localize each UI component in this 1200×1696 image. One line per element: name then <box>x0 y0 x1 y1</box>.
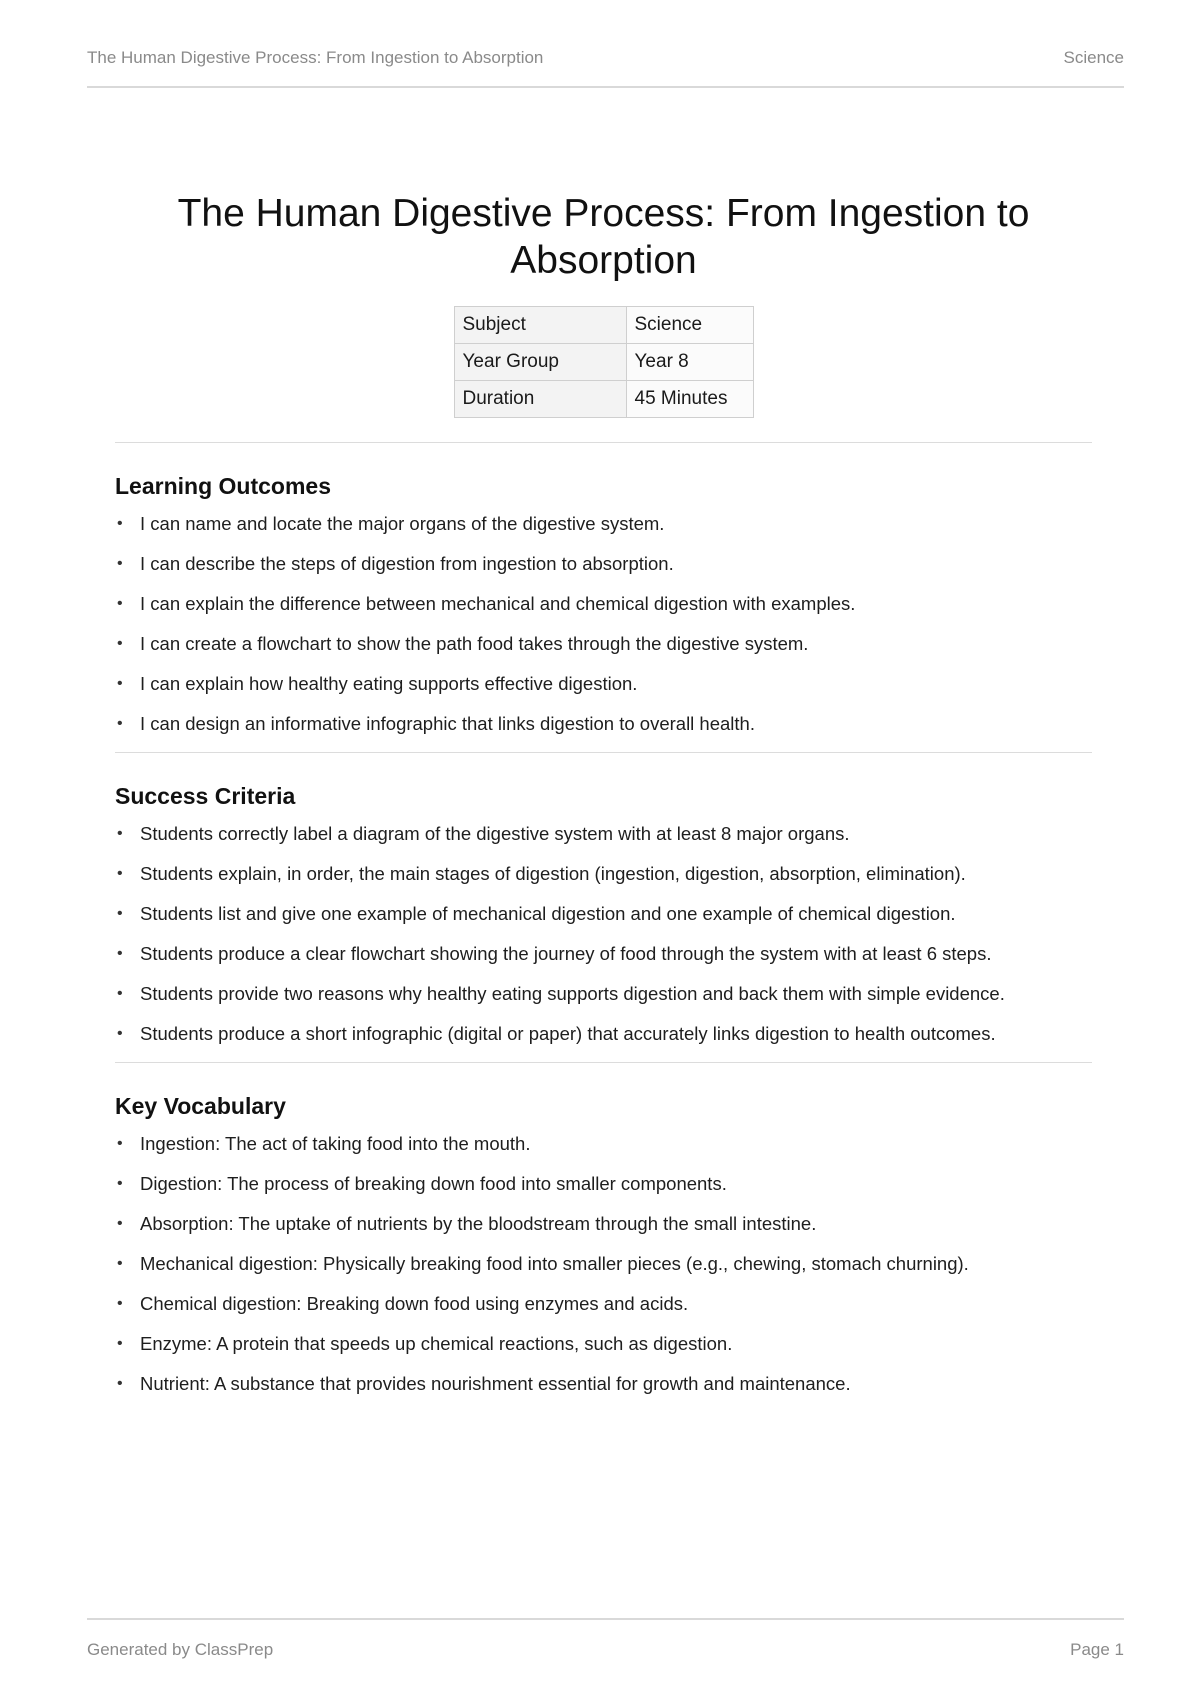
meta-row <box>454 381 753 418</box>
header-subject-tag: Science <box>1063 48 1124 67</box>
list-item: • Students provide two reasons why healthy eating supports digestion and back them with simple evidence. <box>115 980 1092 1008</box>
page-title: The Human Digestive Process: From Ingestion to Absorption <box>177 192 1030 282</box>
divider <box>115 1062 1092 1063</box>
section-heading: Learning Outcomes <box>115 473 331 499</box>
divider <box>115 442 1092 443</box>
key-vocabulary-list <box>115 1130 1092 1398</box>
footer-generated-by: Generated by ClassPrep <box>87 1640 274 1659</box>
meta-row <box>454 344 753 381</box>
list-item: • I can name and locate the major organs of the digestive system. <box>115 510 1092 538</box>
page-footer <box>87 1618 1124 1664</box>
list-item: • Nutrient: A substance that provides nourishment essential for growth and maintenance. <box>115 1370 1092 1398</box>
meta-label: Duration <box>454 381 626 418</box>
meta-label: Subject <box>454 307 626 344</box>
learning-outcomes-section <box>115 473 1092 738</box>
learning-outcomes-list <box>115 510 1092 738</box>
list-item: • I can create a flowchart to show the path food takes through the digestive system. <box>115 630 1092 658</box>
list-item: • I can explain the difference between mechanical and chemical digestion with examples. <box>115 590 1092 618</box>
meta-label: Year Group <box>454 344 626 381</box>
header-doc-title: The Human Digestive Process: From Ingestion to Absorption <box>87 48 544 67</box>
footer-page-number: Page 1 <box>1070 1640 1124 1659</box>
list-item: • Students produce a short infographic (digital or paper) that accurately links digestion to health outcomes. <box>115 1020 1092 1048</box>
page-header <box>87 48 1124 88</box>
list-item: • Students list and give one example of mechanical digestion and one example of chemical digestion. <box>115 900 1092 928</box>
list-item: • I can design an informative infographic that links digestion to overall health. <box>115 710 1092 738</box>
list-item: • Digestion: The process of breaking down food into smaller components. <box>115 1170 1092 1198</box>
list-item: • Ingestion: The act of taking food into the mouth. <box>115 1130 1092 1158</box>
list-item: • Chemical digestion: Breaking down food using enzymes and acids. <box>115 1290 1092 1318</box>
list-item: • I can explain how healthy eating supports effective digestion. <box>115 670 1092 698</box>
list-item: • Enzyme: A protein that speeds up chemical reactions, such as digestion. <box>115 1330 1092 1358</box>
success-criteria-list <box>115 820 1092 1048</box>
document-body <box>115 190 1092 1410</box>
section-heading: Success Criteria <box>115 783 296 809</box>
meta-value: Science <box>626 307 753 344</box>
list-item: • Students explain, in order, the main stages of digestion (ingestion, digestion, absorption, elimination). <box>115 860 1092 888</box>
divider <box>115 752 1092 753</box>
section-heading: Key Vocabulary <box>115 1093 286 1119</box>
meta-value: Year 8 <box>626 344 753 381</box>
list-item: • Absorption: The uptake of nutrients by the bloodstream through the small intestine. <box>115 1210 1092 1238</box>
success-criteria-section <box>115 783 1092 1048</box>
list-item: • Students produce a clear flowchart showing the journey of food through the system with at least 6 steps. <box>115 940 1092 968</box>
meta-value: 45 Minutes <box>626 381 753 418</box>
key-vocabulary-section <box>115 1093 1092 1398</box>
list-item: • I can describe the steps of digestion from ingestion to absorption. <box>115 550 1092 578</box>
meta-row <box>454 307 753 344</box>
list-item: • Mechanical digestion: Physically breaking food into smaller pieces (e.g., chewing, stomach churning). <box>115 1250 1092 1278</box>
lesson-meta-table <box>454 306 754 418</box>
list-item: • Students correctly label a diagram of the digestive system with at least 8 major organs. <box>115 820 1092 848</box>
